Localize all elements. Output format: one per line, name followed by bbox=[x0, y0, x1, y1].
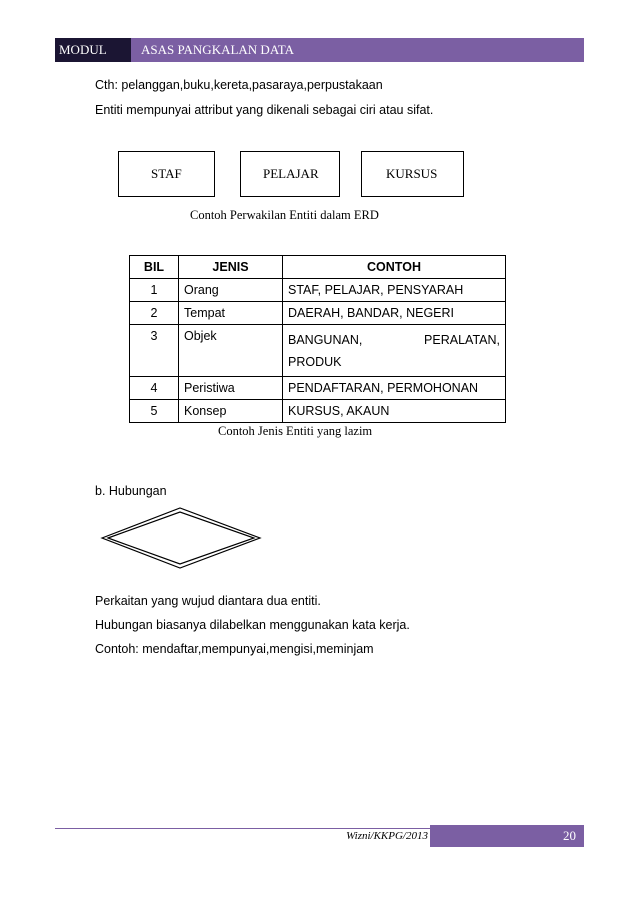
cell-contoh-part: PERALATAN, bbox=[424, 333, 500, 347]
entity-box-label: PELAJAR bbox=[263, 166, 319, 181]
entity-box-pelajar bbox=[240, 151, 340, 197]
table-row bbox=[130, 400, 506, 423]
cell-contoh-part: BANGUNAN, bbox=[288, 333, 363, 347]
cell-contoh: DAERAH, BANDAR, NEGERI bbox=[283, 302, 506, 325]
table-row bbox=[130, 325, 506, 377]
diamond-outer bbox=[102, 508, 260, 568]
cell-jenis: Objek bbox=[179, 325, 283, 377]
section-b-line1: Perkaitan yang wujud diantara dua entiti. bbox=[95, 594, 321, 608]
entity-types-table bbox=[129, 255, 506, 423]
table-row bbox=[130, 302, 506, 325]
cell-contoh-line bbox=[288, 329, 500, 351]
cell-jenis: Tempat bbox=[179, 302, 283, 325]
cell-contoh: PENDAFTARAN, PERMOHONAN bbox=[283, 377, 506, 400]
cell-jenis: Orang bbox=[179, 279, 283, 302]
cell-jenis: Konsep bbox=[179, 400, 283, 423]
header-module-label: MODUL bbox=[55, 38, 131, 62]
entity-caption: Contoh Perwakilan Entiti dalam ERD bbox=[190, 208, 379, 222]
entity-box-label: STAF bbox=[151, 166, 182, 181]
header-title: ASAS PANGKALAN DATA bbox=[131, 38, 584, 62]
header-bil: BIL bbox=[130, 256, 179, 279]
intro-examples: Cth: pelanggan,buku,kereta,pasaraya,perpustakaan bbox=[95, 78, 383, 92]
entity-box-kursus bbox=[361, 151, 464, 197]
table-row bbox=[130, 377, 506, 400]
entity-box-staf bbox=[118, 151, 215, 197]
footer-author: Wizni/KKPG/2013 bbox=[346, 830, 428, 842]
cell-bil: 5 bbox=[130, 400, 179, 423]
cell-contoh: KURSUS, AKAUN bbox=[283, 400, 506, 423]
cell-contoh: STAF, PELAJAR, PENSYARAH bbox=[283, 279, 506, 302]
table-row bbox=[130, 279, 506, 302]
section-b-line3: Contoh: mendaftar,mempunyai,mengisi,meminjam bbox=[95, 642, 374, 656]
table-caption: Contoh Jenis Entiti yang lazim bbox=[218, 424, 373, 438]
header-jenis: JENIS bbox=[179, 256, 283, 279]
diamond-inner bbox=[108, 512, 254, 564]
relationship-diamond-icon bbox=[100, 506, 262, 570]
cell-contoh bbox=[283, 325, 506, 377]
header-contoh: CONTOH bbox=[283, 256, 506, 279]
footer-rule bbox=[55, 828, 430, 829]
cell-contoh-part: PRODUK bbox=[288, 355, 342, 369]
cell-jenis: Peristiwa bbox=[179, 377, 283, 400]
section-b-heading: b. Hubungan bbox=[95, 484, 167, 498]
cell-bil: 3 bbox=[130, 325, 179, 377]
cell-bil: 1 bbox=[130, 279, 179, 302]
footer-page-number: 20 bbox=[430, 825, 584, 847]
cell-bil: 4 bbox=[130, 377, 179, 400]
intro-definition: Entiti mempunyai attribut yang dikenali sebagai ciri atau sifat. bbox=[95, 103, 434, 117]
section-b-line2: Hubungan biasanya dilabelkan menggunakan kata kerja. bbox=[95, 618, 410, 632]
entity-box-label: KURSUS bbox=[386, 166, 438, 181]
table-header-row bbox=[130, 256, 506, 279]
cell-bil: 2 bbox=[130, 302, 179, 325]
